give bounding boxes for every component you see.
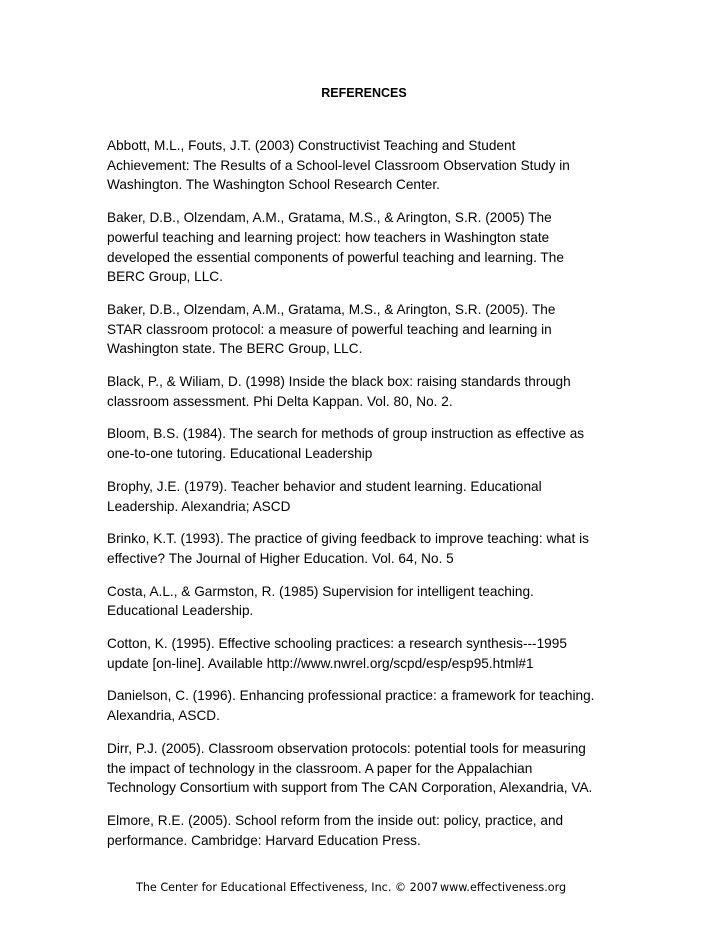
reference-line: Washington state. The BERC Group, LLC. (107, 341, 363, 357)
reference-entry (107, 136, 627, 195)
reference-line: powerful teaching and learning project: how teachers in Washington state (107, 229, 550, 245)
reference-line: Costa, A.L., & Garmston, R. (1985) Supervision for intelligent teaching. (107, 583, 534, 599)
reference-line: Dirr, P.J. (2005). Classroom observation protocols: potential tools for measuring (107, 740, 586, 756)
reference-entry (107, 208, 627, 287)
reference-entry (107, 634, 627, 673)
reference-line: Cotton, K. (1995). Effective schooling practices: a research synthesis---1995 (107, 636, 567, 652)
reference-line: the impact of technology in the classroom. A paper for the Appalachian (107, 760, 533, 776)
footer-website: www.effectiveness.org (440, 881, 567, 894)
reference-line: Danielson, C. (1996). Enhancing professional practice: a framework for teaching. (107, 688, 595, 704)
reference-line: developed the essential components of powerful teaching and learning. The (107, 249, 564, 265)
reference-line: Achievement: The Results of a School-level Classroom Observation Study in (107, 157, 570, 173)
reference-line: Baker, D.B., Olzendam, A.M., Gratama, M.S., & Arington, S.R. (2005). The (107, 301, 556, 317)
reference-entry (107, 372, 627, 411)
reference-entry (107, 686, 627, 725)
reference-line: STAR classroom protocol: a measure of powerful teaching and learning in (107, 321, 552, 337)
reference-line: effective? The Journal of Higher Education. Vol. 64, No. 5 (107, 550, 454, 566)
reference-line: Baker, D.B., Olzendam, A.M., Gratama, M.S., & Arington, S.R. (2005) The (107, 210, 552, 226)
reference-line: Technology Consortium with support from The CAN Corporation, Alexandria, VA. (107, 780, 593, 796)
reference-entry (107, 582, 627, 621)
reference-line: Alexandria, ASCD. (107, 708, 220, 724)
reference-line: Bloom, B.S. (1984). The search for methods of group instruction as effective as (107, 426, 585, 442)
reference-entry (107, 529, 627, 568)
reference-line: Abbott, M.L., Fouts, J.T. (2003) Constructivist Teaching and Student (107, 138, 516, 153)
reference-entry (107, 811, 627, 850)
reference-entry (107, 739, 627, 798)
reference-line: performance. Cambridge: Harvard Education Press. (107, 832, 421, 848)
reference-list (107, 136, 627, 863)
reference-line: Brophy, J.E. (1979). Teacher behavior and student learning. Educational (107, 478, 542, 494)
reference-line: Educational Leadership. (107, 603, 254, 619)
reference-line: Leadership. Alexandria; ASCD (107, 498, 291, 514)
reference-line: Elmore, R.E. (2005). School reform from the inside out: policy, practice, and (107, 812, 564, 828)
reference-line: Brinko, K.T. (1993). The practice of giving feedback to improve teaching: what is (107, 531, 589, 547)
reference-line: one-to-one tutoring. Educational Leadership (107, 446, 373, 462)
reference-entry (107, 424, 627, 463)
page-footer (136, 880, 567, 896)
page-title (0, 84, 728, 102)
reference-entry (107, 300, 627, 359)
reference-line: Black, P., & Wiliam, D. (1998) Inside the black box: raising standards through (107, 374, 571, 390)
footer-organization: The Center for Educational Effectiveness, Inc. © 2007 (136, 881, 439, 894)
reference-entry (107, 477, 627, 516)
page-title-text: REFERENCES (321, 86, 407, 100)
reference-line: update [on-line]. Available http://www.nwrel.org/scpd/esp/esp95.html#1 (107, 655, 534, 671)
reference-line: Washington. The Washington School Research Center. (107, 177, 440, 193)
reference-line: BERC Group, LLC. (107, 269, 223, 285)
reference-line: classroom assessment. Phi Delta Kappan. Vol. 80, No. 2. (107, 393, 453, 409)
